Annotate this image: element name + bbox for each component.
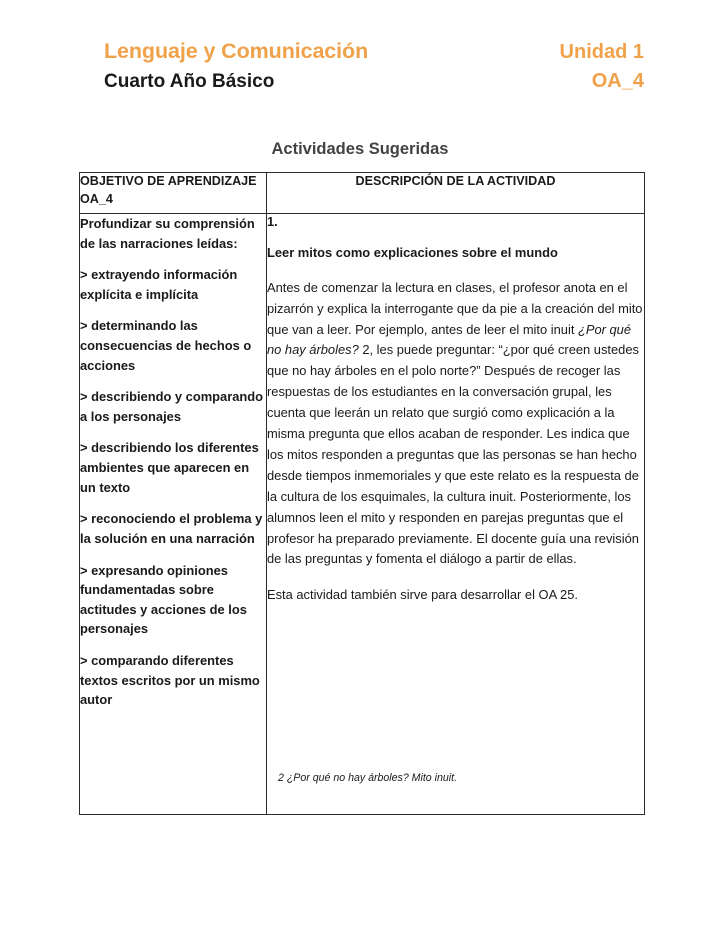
objective-item: > describiendo y comparando a los personajes	[80, 389, 264, 424]
footnote-text: 2 ¿Por qué no hay árboles? Mito inuit.	[278, 772, 458, 785]
description-cell	[267, 214, 645, 815]
column-header-objective: OBJETIVO DE APRENDIZAJE OA_4	[80, 173, 267, 214]
section-heading: Actividades Sugeridas	[271, 140, 449, 158]
objective-item: > expresando opiniones fundamentadas sobre actitudes y acciones de los personajes	[80, 562, 247, 637]
header-row-primary	[104, 38, 644, 65]
activity-description-paragraph	[267, 278, 644, 571]
activity-number: 1.	[267, 214, 278, 229]
unit-label: Unidad 1	[559, 41, 644, 63]
objective-item: > describiendo los diferentes ambientes que aparecen en un texto	[80, 440, 259, 495]
objective-item: > extrayendo información explícita e implícita	[80, 267, 238, 302]
activity-title: Leer mitos como explicaciones sobre el mundo	[267, 245, 558, 260]
document-header	[104, 38, 644, 95]
subject-title: Lenguaje y Comunicación	[104, 39, 369, 63]
objective-item: > reconociendo el problema y la solución en una narración	[80, 511, 263, 546]
objective-item: > comparando diferentes textos escritos por un mismo autor	[80, 652, 260, 708]
activity-text-part-two: , les puede preguntar: “¿por qué creen ustedes que no hay árboles en el polo norte?” Después de recoger las respuestas de los estudiantes en la conversación grupal, les cuenta que leerán un relato que surgió como explicación a la misma pregunta que ellos acaban de responder. Les indica que los mitos responden a preguntas que las personas se han hecho desde tiempos inmemoriales y que este relato es la respuesta de la cultura de los esquimales, la cultura inuit. Posteriormente, los alumnos leen el mito y responden en parejas preguntas que el profesor ha preparado previamente. El docente guía una revisión de las preguntas y fomenta el diálogo a partir de ellas.	[267, 342, 639, 567]
table-header-row	[80, 173, 645, 214]
myth-title-italic: ¿Por qué no hay árboles?	[267, 321, 632, 358]
footnote-reference-marker: 2	[358, 342, 370, 358]
learning-objective-code: OA_4	[591, 70, 644, 92]
objective-lead-text: Profundizar su comprensión de las narraciones leídas:	[80, 216, 255, 251]
activity-closing-paragraph: Esta actividad también sirve para desarrollar el OA 25.	[267, 587, 578, 603]
objective-cell	[80, 214, 267, 815]
table-row	[80, 214, 645, 815]
header-row-secondary	[104, 68, 644, 95]
suggested-activities-table	[79, 172, 645, 815]
objective-item: > determinando las consecuencias de hechos o acciones	[80, 318, 252, 373]
grade-level-title: Cuarto Año Básico	[104, 71, 275, 92]
activity-text-part-one: Antes de comenzar la lectura en clases, el profesor anota en el pizarrón y explica la interrogante que da pie a la creación del mito que van a leer. Por ejemplo, antes de leer el mito inuit	[267, 279, 643, 337]
column-header-description: DESCRIPCIÓN DE LA ACTIVIDAD	[267, 173, 645, 214]
